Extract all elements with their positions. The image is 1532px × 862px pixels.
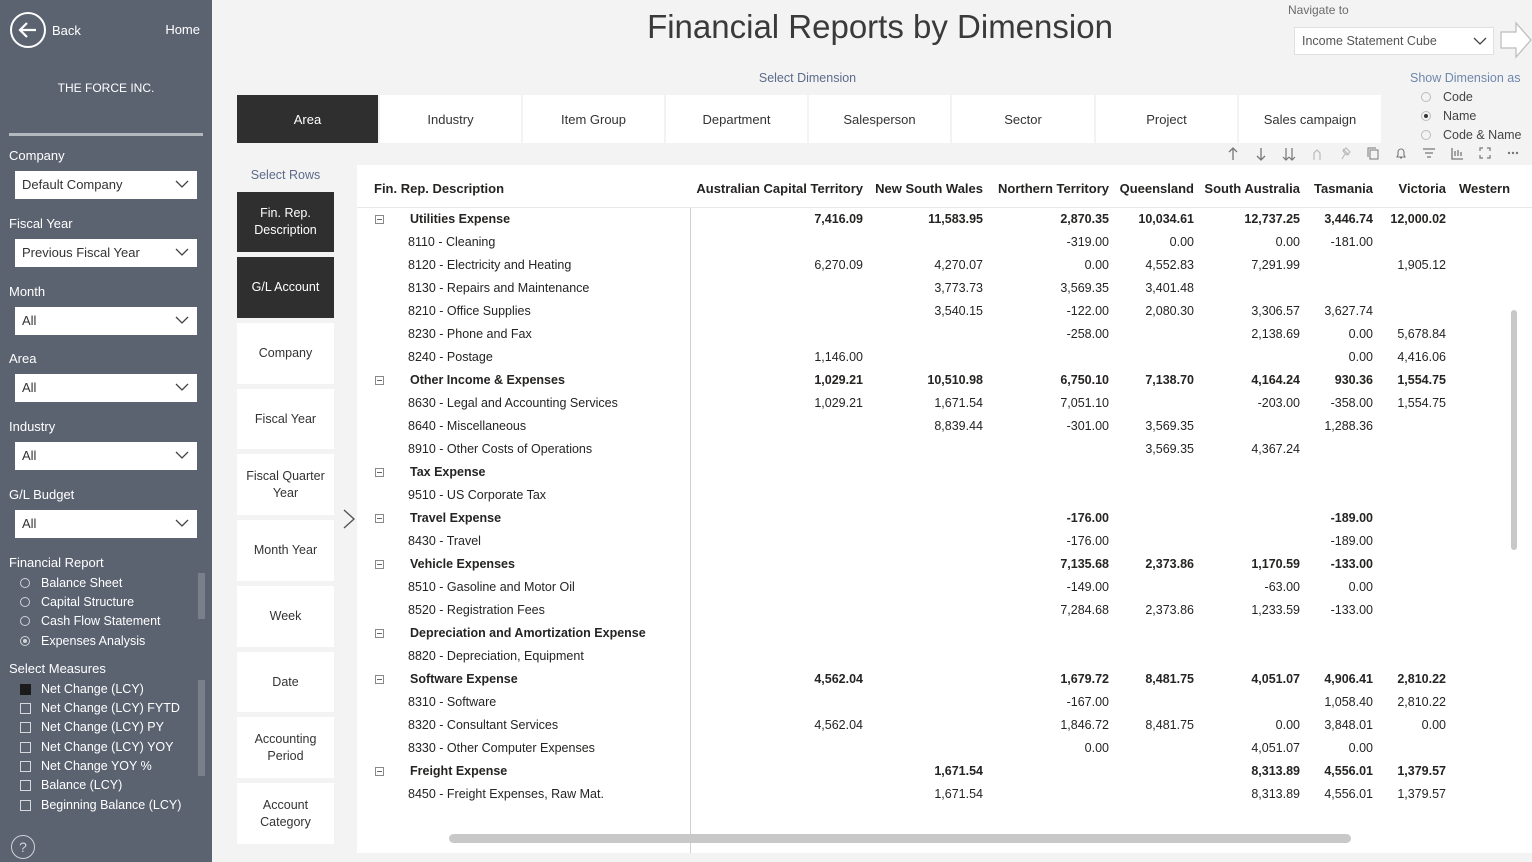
matrix-cell: 3,773.73 (934, 281, 983, 295)
matrix-cell: -176.00 (1066, 511, 1109, 525)
fiscal-year-filter-label: Fiscal Year (9, 216, 73, 231)
matrix-cell: -167.00 (1066, 695, 1109, 709)
matrix-cell: 1,029.21 (814, 373, 863, 387)
measure-label: Beginning Balance (LCY) (41, 798, 182, 812)
account-row-label: 8640 - Miscellaneous (408, 419, 527, 433)
matrix-cell: 7,135.68 (1060, 557, 1109, 571)
column-header[interactable]: Australian Capital Territory (696, 181, 863, 196)
matrix-cell: 4,164.24 (1251, 373, 1300, 387)
tab-project[interactable]: Project (1096, 95, 1237, 143)
page-title: Financial Reports by Dimension (647, 8, 1113, 45)
collapse-toggle-icon[interactable] (375, 468, 384, 477)
matrix-cell: 6,750.10 (1060, 373, 1109, 387)
measure-label: Net Change YOY % (41, 759, 152, 773)
matrix-cell: -176.00 (1066, 534, 1109, 548)
tab-department[interactable]: Department (666, 95, 807, 143)
measure-label: Net Change (LCY) YOY (41, 740, 174, 754)
matrix-cell: 3,446.74 (1324, 212, 1373, 226)
row-date[interactable]: Date (237, 652, 334, 712)
collapse-toggle-icon[interactable] (375, 560, 384, 569)
matrix-cell: 2,080.30 (1145, 304, 1194, 318)
matrix-cell: 4,051.07 (1251, 741, 1300, 755)
expand-icon[interactable] (1472, 145, 1498, 163)
tab-sector[interactable]: Sector (952, 95, 1094, 143)
area-filter-label: Area (9, 351, 37, 366)
matrix-cell: 10,510.98 (927, 373, 983, 387)
option-label: Expenses Analysis (41, 634, 146, 648)
filter-icon[interactable] (1416, 145, 1442, 163)
matrix-cell: 1,170.59 (1251, 557, 1300, 571)
matrix-cell: 2,373.86 (1145, 557, 1194, 571)
measure-label: Net Change (LCY) PY (41, 720, 164, 734)
radio-icon (1421, 92, 1431, 102)
header-divider (357, 207, 1532, 208)
matrix-cell: 3,848.01 (1324, 718, 1373, 732)
account-row-label: 8130 - Repairs and Maintenance (408, 281, 590, 295)
account-row-label: 8520 - Registration Fees (408, 603, 545, 617)
matrix-cell: -203.00 (1257, 396, 1300, 410)
back-arrow-icon (10, 12, 46, 48)
account-row-label: 8450 - Freight Expenses, Raw Mat. (408, 787, 604, 801)
industry-filter-select[interactable] (15, 442, 197, 470)
sidebar (0, 0, 212, 862)
column-header[interactable]: Western (1459, 181, 1511, 196)
matrix-cell: 1,679.72 (1060, 672, 1109, 686)
month-filter-label: Month (9, 284, 46, 299)
horizontal-scrollbar[interactable] (449, 834, 1351, 843)
chevron-down-icon (175, 315, 189, 325)
drill-down-icon[interactable] (1248, 145, 1274, 163)
option-label: Capital Structure (41, 595, 135, 609)
matrix-cell: -189.00 (1330, 511, 1373, 525)
checkbox-icon (20, 800, 31, 811)
option-label: Code & Name (1443, 128, 1522, 142)
matrix-table (357, 165, 1532, 853)
matrix-cell: 0.00 (1275, 235, 1300, 249)
account-row-label: 8120 - Electricity and Heating (408, 258, 572, 272)
radio-icon (20, 597, 30, 607)
month-filter-select[interactable] (15, 307, 197, 335)
select-rows-label: Select Rows (250, 168, 321, 182)
company-name: THE FORCE INC. (57, 81, 155, 95)
select-measures-label: Select Measures (9, 661, 106, 676)
matrix-cell: -189.00 (1330, 534, 1373, 548)
matrix-cell: 1,671.54 (934, 764, 983, 778)
column-header[interactable]: South Australia (1204, 181, 1300, 196)
account-row-label: 8320 - Consultant Services (408, 718, 559, 732)
matrix-cell: 0.00 (1275, 718, 1300, 732)
matrix-cell: 7,416.09 (814, 212, 863, 226)
column-header[interactable]: New South Wales (875, 181, 983, 196)
matrix-cell: 4,051.07 (1251, 672, 1300, 686)
measure-balance-lcy[interactable] (20, 778, 122, 792)
row-header: Fin. Rep. Description (374, 181, 505, 196)
row-fiscal-quarter-year[interactable]: Fiscal Quarter Year (237, 454, 334, 515)
matrix-cell: 1,379.57 (1397, 764, 1446, 778)
matrix-cell: 2,810.22 (1397, 672, 1446, 686)
sidebar-divider (9, 133, 203, 136)
measure-beginning-balance[interactable] (20, 798, 181, 812)
column-header[interactable]: Victoria (1398, 181, 1446, 196)
option-label: Cash Flow Statement (41, 614, 161, 628)
account-row-label: 8230 - Phone and Fax (408, 327, 532, 341)
matrix-cell: -301.00 (1066, 419, 1109, 433)
tab-industry[interactable]: Industry (380, 95, 521, 143)
matrix-cell: 0.00 (1169, 235, 1194, 249)
back-label: Back (52, 22, 81, 38)
row-accounting-period[interactable]: Accounting Period (237, 717, 334, 778)
option-label: Balance Sheet (41, 576, 123, 590)
row-header-divider (690, 208, 691, 853)
matrix-cell: -181.00 (1330, 235, 1373, 249)
account-row-label: 8110 - Cleaning (408, 235, 496, 249)
row-company[interactable]: Company (237, 323, 334, 384)
chevron-down-icon (175, 179, 189, 189)
matrix-cell: 4,562.04 (814, 672, 863, 686)
matrix-cell: 0.00 (1348, 580, 1373, 594)
home-button[interactable]: Home (165, 22, 200, 37)
row-fiscal-year[interactable]: Fiscal Year (237, 389, 334, 449)
show-as-name-option[interactable] (1421, 109, 1476, 123)
help-icon[interactable]: ? (11, 835, 35, 859)
matrix-cell: 4,270.07 (934, 258, 983, 272)
matrix-cell: -149.00 (1066, 580, 1109, 594)
matrix-cell: 0.00 (1421, 718, 1446, 732)
matrix-cell: 930.36 (1334, 373, 1373, 387)
matrix-cell: 3,306.57 (1251, 304, 1300, 318)
matrix-cell: 4,552.83 (1145, 258, 1194, 272)
matrix-cell: 8,481.75 (1145, 718, 1194, 732)
matrix-cell: 8,481.75 (1145, 672, 1194, 686)
matrix-cell: -133.00 (1330, 557, 1373, 571)
row-fin-rep-description[interactable]: Fin. Rep. Description (237, 192, 334, 252)
matrix-cell: 1,029.21 (814, 396, 863, 410)
visual-toolbar (1220, 145, 1526, 163)
group-row-label: Freight Expense (410, 764, 508, 778)
matrix-cell: 1,288.36 (1324, 419, 1373, 433)
radio-icon (20, 616, 30, 626)
matrix-cell: 7,138.70 (1145, 373, 1194, 387)
checkbox-icon (20, 722, 31, 733)
group-row-label: Travel Expense (410, 511, 502, 525)
navigate-value: Income Statement Cube (1302, 34, 1437, 48)
area-filter-select[interactable] (15, 374, 197, 402)
option-label: Name (1443, 109, 1477, 123)
account-row-label: 8310 - Software (408, 695, 497, 709)
collapse-toggle-icon[interactable] (375, 514, 384, 523)
checkbox-icon (20, 742, 31, 753)
tab-salesperson[interactable]: Salesperson (809, 95, 950, 143)
back-button[interactable] (10, 12, 81, 48)
matrix-cell: 3,627.74 (1324, 304, 1373, 318)
matrix-cell: -258.00 (1066, 327, 1109, 341)
account-row-label: 8430 - Travel (408, 534, 481, 548)
matrix-cell: 4,416.06 (1397, 350, 1446, 364)
measure-label: Net Change (LCY) FYTD (41, 701, 180, 715)
collapse-toggle-icon[interactable] (375, 376, 384, 385)
matrix-cell: 7,291.99 (1251, 258, 1300, 272)
measure-label: Balance (LCY) (41, 778, 123, 792)
matrix-cell: 4,556.01 (1324, 764, 1373, 778)
industry-filter-value: All (22, 448, 37, 463)
show-dimension-as-label: Show Dimension as (1410, 71, 1521, 85)
matrix-cell: 3,569.35 (1145, 419, 1194, 433)
account-row-label: 9510 - US Corporate Tax (408, 488, 547, 502)
financial-report-scrollbar[interactable] (198, 573, 205, 619)
financial-report-option-balance-sheet[interactable] (20, 576, 122, 590)
matrix-cell: 1,379.57 (1397, 787, 1446, 801)
matrix-cell: 1,554.75 (1397, 396, 1446, 410)
matrix-cell: 3,540.15 (934, 304, 983, 318)
checkbox-icon (20, 703, 31, 714)
chevron-down-icon (175, 382, 189, 392)
select-dimension-label: Select Dimension (758, 71, 857, 85)
pin-icon[interactable] (1332, 145, 1358, 163)
row-week[interactable]: Week (237, 586, 334, 647)
matrix-cell: 4,556.01 (1324, 787, 1373, 801)
matrix-cell: 0.00 (1348, 350, 1373, 364)
matrix-cell: 12,000.02 (1390, 212, 1446, 226)
measure-net-change-lcy[interactable] (20, 682, 144, 696)
matrix-cell: 8,839.44 (934, 419, 983, 433)
gl-budget-filter-select[interactable] (15, 510, 197, 538)
financial-report-label: Financial Report (9, 555, 104, 570)
matrix-cell: 0.00 (1348, 327, 1373, 341)
navigate-arrow-icon[interactable] (1500, 20, 1532, 60)
gl-budget-filter-label: G/L Budget (9, 487, 75, 502)
month-filter-value: All (22, 313, 37, 328)
chevron-down-icon (175, 247, 189, 257)
column-header[interactable]: Tasmania (1313, 181, 1373, 196)
matrix-cell: 0.00 (1084, 258, 1109, 272)
expand-level-icon[interactable] (1304, 145, 1330, 163)
account-row-label: 8820 - Depreciation, Equipment (408, 649, 584, 663)
column-header[interactable]: Queensland (1119, 181, 1194, 196)
matrix-cell: 11,583.95 (928, 212, 983, 226)
radio-selected-icon (1421, 111, 1431, 121)
chevron-down-icon (1473, 36, 1487, 46)
matrix-cell: 2,870.35 (1060, 212, 1109, 226)
matrix-cell: 0.00 (1084, 741, 1109, 755)
matrix-cell: -133.00 (1330, 603, 1373, 617)
financial-report-option-expenses-analysis[interactable] (20, 634, 145, 648)
row-account-category[interactable]: Account Category (237, 783, 334, 844)
area-filter-value: All (22, 380, 37, 395)
matrix-cell: 10,034.61 (1138, 212, 1194, 226)
radio-icon (1421, 130, 1431, 140)
chevron-right-icon[interactable] (342, 508, 356, 530)
checkbox-checked-icon (20, 684, 31, 695)
account-row-label: 8210 - Office Supplies (408, 304, 531, 318)
matrix-cell: 1,554.75 (1397, 373, 1446, 387)
financial-report-option-capital-structure[interactable] (20, 595, 134, 609)
radio-selected-icon (20, 636, 30, 646)
company-filter-select[interactable] (15, 171, 197, 199)
matrix-cell: 5,678.84 (1397, 327, 1446, 341)
account-row-label: 8240 - Postage (408, 350, 493, 364)
matrix-cell: 7,051.10 (1060, 396, 1109, 410)
matrix-cell: -358.00 (1330, 396, 1373, 410)
matrix-cell: 1,058.40 (1324, 695, 1373, 709)
measure-net-change-yoy-pct[interactable] (20, 759, 152, 773)
radio-icon (20, 578, 30, 588)
matrix-cell: 4,906.41 (1324, 672, 1373, 686)
matrix-cell: -319.00 (1066, 235, 1109, 249)
show-as-code-name-option[interactable] (1421, 128, 1522, 142)
copy-icon[interactable] (1360, 145, 1386, 163)
account-row-label: 8910 - Other Costs of Operations (408, 442, 593, 456)
tab-sales-campaign[interactable]: Sales campaign (1239, 95, 1381, 143)
measure-net-change-yoy[interactable] (20, 740, 173, 754)
show-as-code-option[interactable] (1421, 90, 1473, 104)
measure-net-change-py[interactable] (20, 720, 164, 734)
matrix-cell: 6,270.09 (814, 258, 863, 272)
matrix-cell: 2,138.69 (1251, 327, 1300, 341)
matrix-cell: 1,146.00 (814, 350, 863, 364)
matrix-cell: 2,810.22 (1397, 695, 1446, 709)
alert-icon[interactable] (1388, 145, 1414, 163)
matrix-cell: 12,737.25 (1244, 212, 1300, 226)
checkbox-icon (20, 761, 31, 772)
matrix-cell: 1,671.54 (934, 787, 983, 801)
collapse-toggle-icon[interactable] (375, 767, 384, 776)
group-row-label: Depreciation and Amortization Expense (410, 626, 646, 640)
financial-report-option-cash-flow[interactable] (20, 614, 161, 628)
matrix-cell: -122.00 (1066, 304, 1109, 318)
matrix-cell: 3,569.35 (1060, 281, 1109, 295)
group-row-label: Other Income & Expenses (410, 373, 565, 387)
account-row-label: 8330 - Other Computer Expenses (408, 741, 595, 755)
matrix-cell: 1,905.12 (1397, 258, 1446, 272)
group-row-label: Vehicle Expenses (410, 557, 515, 571)
gl-budget-filter-value: All (22, 516, 37, 531)
navigate-select[interactable] (1294, 27, 1494, 55)
navigate-label: Navigate to (1288, 3, 1349, 17)
matrix-cell: 8,313.89 (1251, 787, 1300, 801)
collapse-toggle-icon[interactable] (375, 675, 384, 684)
company-filter-label: Company (9, 148, 65, 163)
matrix-cell: 4,367.24 (1251, 442, 1300, 456)
matrix-cell: 1,233.59 (1251, 603, 1300, 617)
matrix-cell: 2,373.86 (1145, 603, 1194, 617)
account-row-label: 8630 - Legal and Accounting Services (408, 396, 618, 410)
option-label: Code (1443, 90, 1473, 104)
matrix-cell: 3,569.35 (1145, 442, 1194, 456)
collapse-toggle-icon[interactable] (375, 629, 384, 638)
fiscal-year-filter-value: Previous Fiscal Year (22, 245, 140, 260)
company-filter-value: Default Company (22, 177, 123, 192)
chevron-down-icon (175, 450, 189, 460)
expand-all-icon[interactable] (1276, 145, 1302, 163)
row-gl-account[interactable]: G/L Account (237, 257, 334, 318)
drill-up-icon[interactable] (1220, 145, 1246, 163)
tab-item-group[interactable]: Item Group (523, 95, 664, 143)
matrix-cell: 1,846.72 (1060, 718, 1109, 732)
matrix-cell: -63.00 (1264, 580, 1300, 594)
checkbox-icon (20, 780, 31, 791)
collapse-toggle-icon[interactable] (375, 215, 384, 224)
fiscal-year-filter-select[interactable] (15, 239, 197, 267)
row-month-year[interactable]: Month Year (237, 520, 334, 581)
focus-icon[interactable] (1444, 145, 1470, 163)
matrix-cell: 1,671.54 (934, 396, 983, 410)
matrix-cell: 0.00 (1348, 741, 1373, 755)
more-options-icon[interactable] (1500, 145, 1526, 163)
matrix-cell: 4,562.04 (814, 718, 863, 732)
measure-net-change-fytd[interactable] (20, 701, 180, 715)
group-row-label: Software Expense (410, 672, 518, 686)
industry-filter-label: Industry (9, 419, 56, 434)
matrix-cell: 7,284.68 (1060, 603, 1109, 617)
chevron-down-icon (175, 518, 189, 528)
measures-scrollbar[interactable] (198, 680, 205, 776)
account-row-label: 8510 - Gasoline and Motor Oil (408, 580, 575, 594)
measure-label: Net Change (LCY) (41, 682, 144, 696)
column-header[interactable]: Northern Territory (998, 181, 1109, 196)
group-row-label: Utilities Expense (410, 212, 511, 226)
vertical-scrollbar[interactable] (1511, 310, 1517, 550)
matrix-cell: 3,401.48 (1145, 281, 1194, 295)
tab-area[interactable]: Area (237, 95, 378, 143)
matrix-cell: 8,313.89 (1251, 764, 1300, 778)
group-row-label: Tax Expense (410, 465, 486, 479)
